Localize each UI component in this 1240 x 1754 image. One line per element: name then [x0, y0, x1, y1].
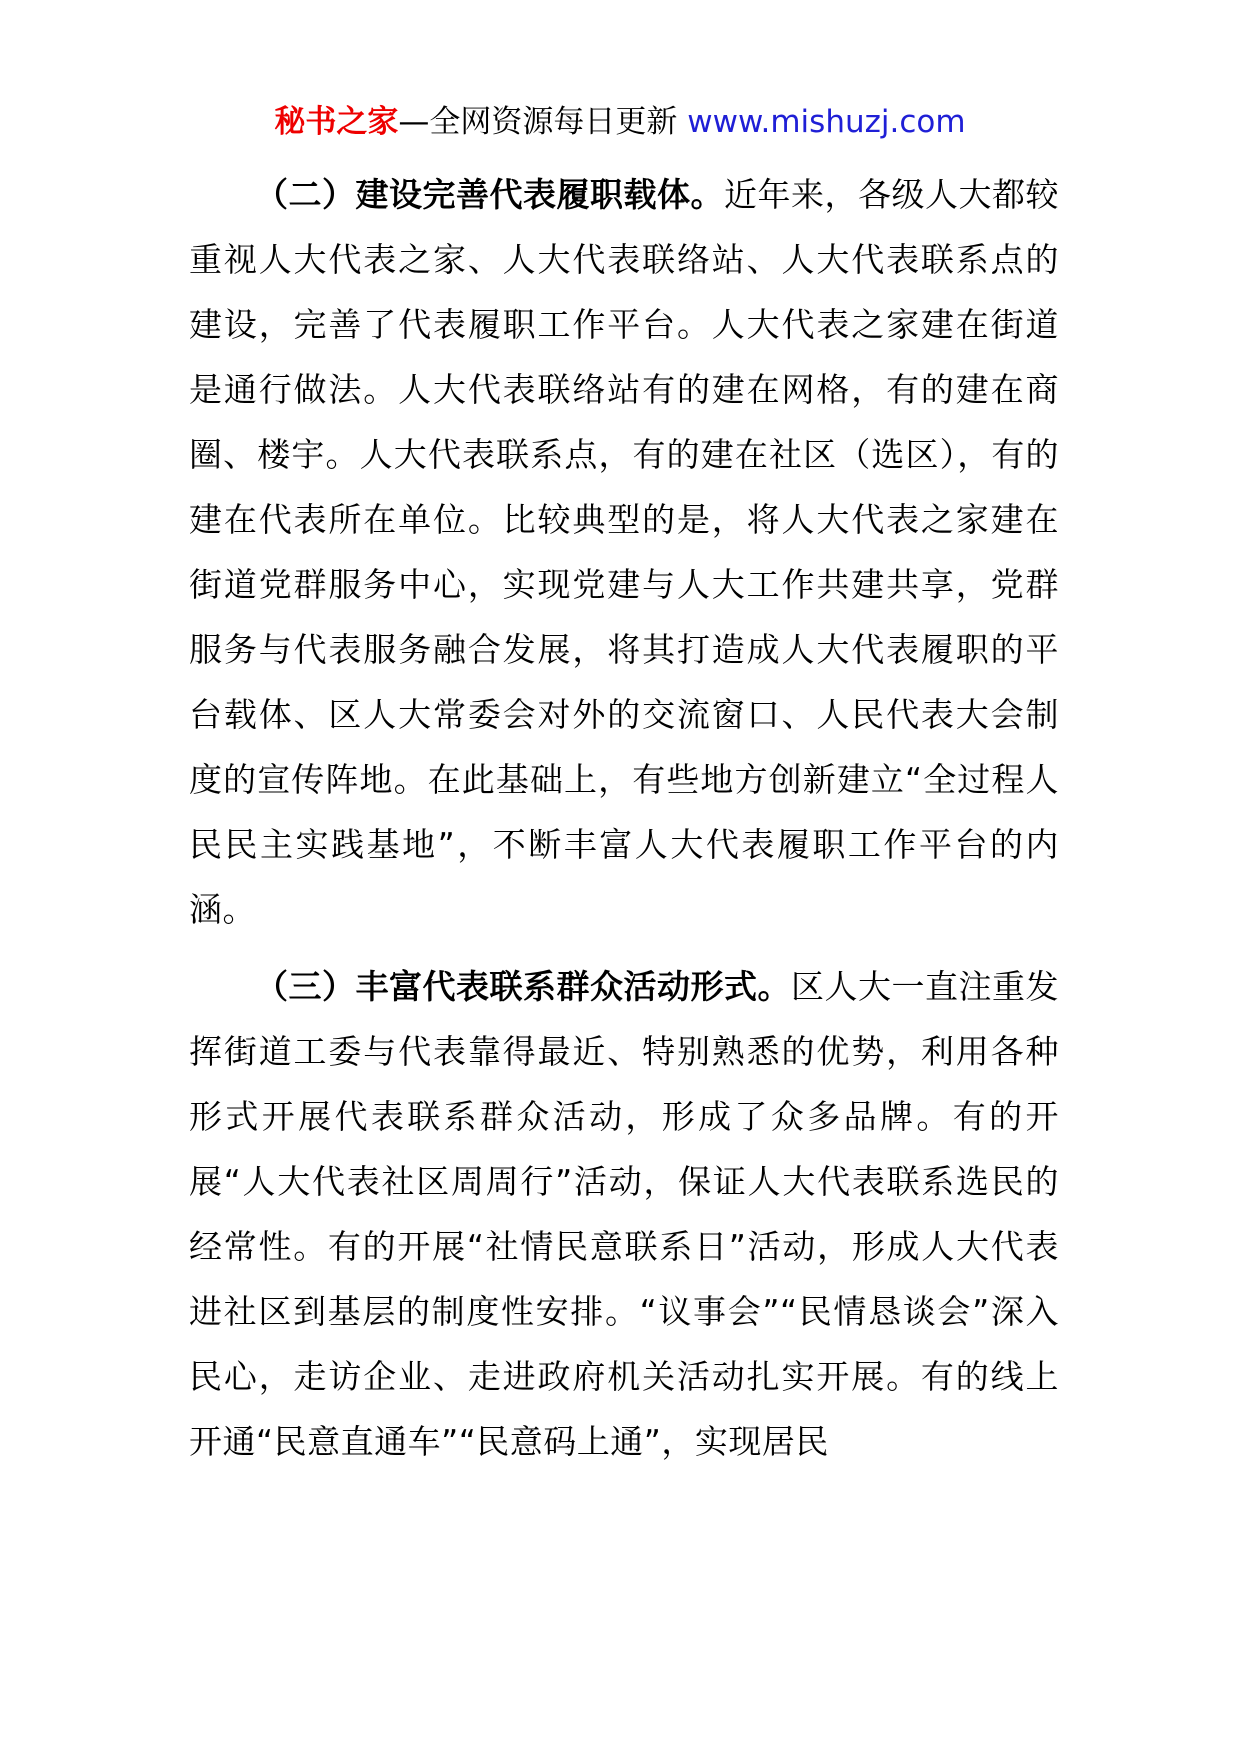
document-body [189, 162, 1059, 1474]
site-url[interactable]: www.mishuzj.com [687, 104, 966, 140]
section-body-3: 区人大一直注重发挥街道工委与代表靠得最近、特别熟悉的优势，利用各种形式开展代表联系群众活动，形成了众多品牌。有的开展“人大代表社区周周行”活动，保证人大代表联系选民的经常性。有的开展“社情民意联系日”活动，形成人大代表进社区到基层的制度性安排。“议事会”“民情恳谈会”深入民心，走访企业、走进政府机关活动扎实开展。有的线上开通“民意直通车”“民意码上通”，实现居民 [189, 967, 1059, 1461]
section-heading-2: （二）建设完善代表履职载体。 [255, 175, 724, 214]
site-tagline: —全网资源每日更新 [398, 104, 688, 140]
paragraph-3 [189, 954, 1059, 1474]
page-header [0, 102, 1240, 142]
section-body-2: 近年来，各级人大都较重视人大代表之家、人大代表联络站、人大代表联系点的建设，完善了代表履职工作平台。人大代表之家建在街道是通行做法。人大代表联络站有的建在网格，有的建在商圈、楼宇。人大代表联系点，有的建在社区（选区），有的建在代表所在单位。比较典型的是，将人大代表之家建在街道党群服务中心，实现党建与人大工作共建共享，党群服务与代表服务融合发展，将其打造成人大代表履职的平台载体、区人大常委会对外的交流窗口、人民代表大会制度的宣传阵地。在此基础上，有些地方创新建立“全过程人民民主实践基地”，不断丰富人大代表履职工作平台的内涵。 [189, 175, 1059, 929]
site-brand: 秘书之家 [274, 104, 399, 140]
section-heading-3: （三）丰富代表联系群众活动形式。 [255, 967, 791, 1006]
paragraph-2 [189, 162, 1059, 942]
